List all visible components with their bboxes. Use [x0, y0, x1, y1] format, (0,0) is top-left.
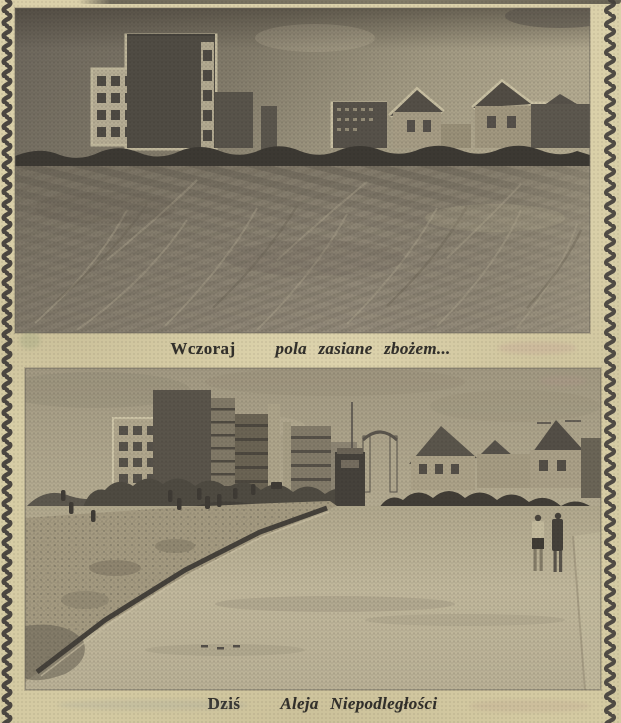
caption-bottom-italic: Aleja Niepodległości: [280, 694, 438, 713]
photo1-halftone-overlay: [15, 8, 590, 333]
photo2-halftone-overlay: [25, 368, 601, 690]
bottom-photo-caption: [12, 694, 621, 714]
caption-top-bold: Wczoraj: [170, 339, 236, 358]
right-zigzag-border: [602, 0, 621, 723]
top-edge-rule: [78, 0, 621, 4]
caption-bottom-bold: Dziś: [207, 694, 241, 713]
left-zigzag-border: [0, 0, 15, 723]
street-photo: [25, 368, 601, 690]
top-photo-caption: [0, 339, 621, 359]
caption-top-italic: pola zasiane zbożem...: [275, 339, 451, 358]
field-photo: [15, 8, 590, 333]
